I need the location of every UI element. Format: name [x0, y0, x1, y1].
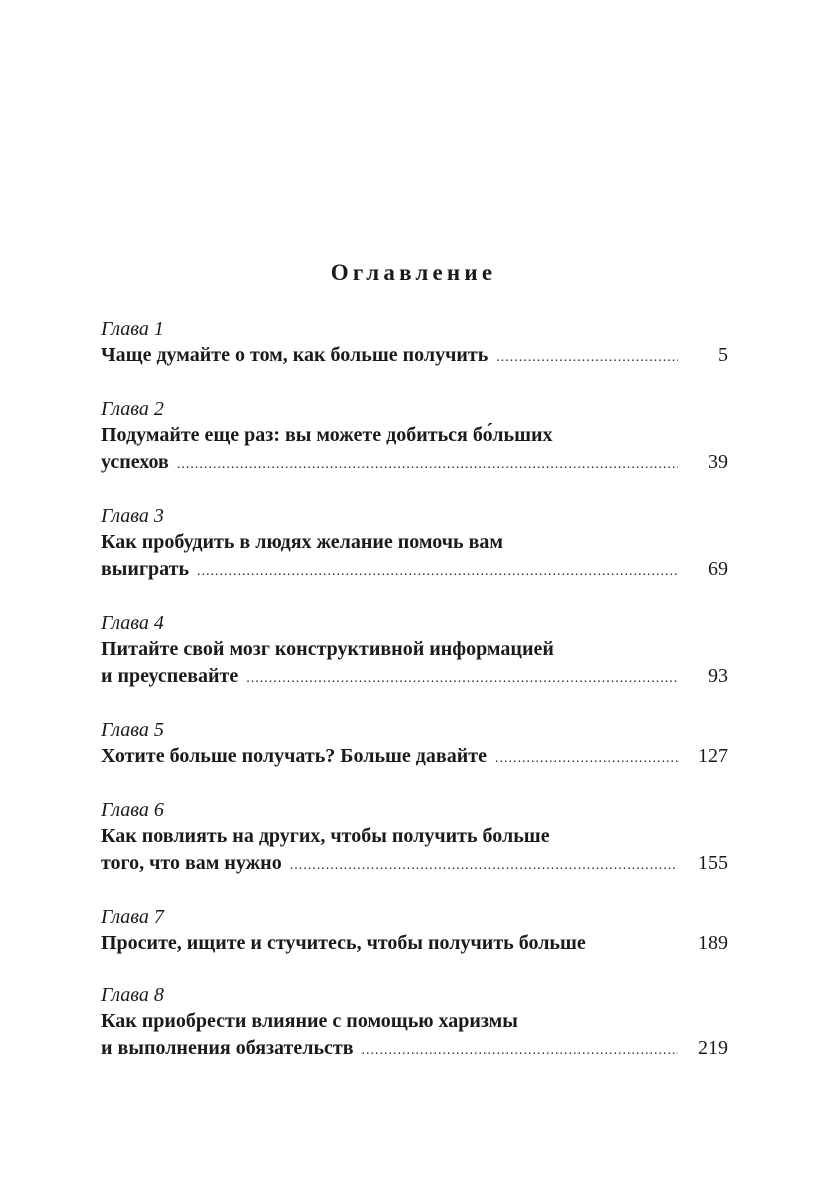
- dot-leader: [246, 665, 678, 692]
- dot-leader: [362, 1037, 678, 1064]
- page-number: 69: [708, 558, 728, 580]
- toc-entry: [101, 503, 728, 585]
- chapter-title-text: и выполнения обязательств: [101, 1037, 354, 1059]
- page-number: 219: [698, 1037, 728, 1059]
- chapter-title-last-line: [101, 930, 728, 957]
- chapter-title-text: выиграть: [101, 558, 190, 580]
- chapter-label: Глава 1: [101, 318, 164, 340]
- page-number: 127: [698, 745, 728, 767]
- chapter-label: Глава 3: [101, 505, 164, 527]
- chapter-label: Глава 2: [101, 398, 164, 420]
- chapter-title-last-line: [101, 743, 728, 772]
- chapter-title-text: и преуспевайте: [101, 665, 239, 687]
- toc-list: [101, 316, 728, 1089]
- chapter-title-last-line: [101, 663, 728, 692]
- page-number: 5: [718, 344, 728, 366]
- chapter-label: Глава 6: [101, 799, 164, 821]
- dot-leader: [290, 852, 678, 879]
- chapter-title-line: Питайте свой мозг конструктивной информацией: [101, 638, 554, 660]
- toc-entry: [101, 316, 728, 371]
- chapter-label: Глава 5: [101, 719, 164, 741]
- dot-leader: [496, 344, 678, 371]
- page-title: Оглавление: [330, 260, 497, 285]
- chapter-title-text: Чаще думайте о том, как больше получить: [101, 344, 489, 366]
- page-number: 155: [698, 852, 728, 874]
- chapter-title-last-line: [101, 342, 728, 371]
- chapter-title-line: Подумайте еще раз: вы можете добиться бо́льших: [101, 424, 553, 446]
- chapter-label: Глава 4: [101, 612, 164, 634]
- toc-entry: [101, 982, 728, 1064]
- chapter-title-text: того, что вам нужно: [101, 852, 282, 874]
- chapter-title-last-line: [101, 556, 728, 585]
- toc-entry: [101, 717, 728, 772]
- page-number: 93: [708, 665, 728, 687]
- toc-entry: [101, 904, 728, 957]
- chapter-title-text: Хотите больше получать? Больше давайте: [101, 745, 487, 767]
- chapter-title-line: Как пробудить в людях желание помочь вам: [101, 531, 504, 553]
- dot-leader: [177, 451, 678, 478]
- chapter-label: Глава 8: [101, 984, 164, 1006]
- toc-entry: [101, 797, 728, 879]
- chapter-title-last-line: [101, 1035, 728, 1064]
- dot-leader: [197, 558, 678, 585]
- toc-entry: [101, 610, 728, 692]
- chapter-title-text: Просите, ищите и стучитесь, чтобы получить больше: [101, 932, 586, 954]
- chapter-label: Глава 7: [101, 906, 164, 928]
- page-number: 189: [698, 932, 728, 954]
- chapter-title-last-line: [101, 850, 728, 879]
- chapter-title-line: Как приобрести влияние с помощью харизмы: [101, 1010, 518, 1032]
- dot-leader: [495, 745, 678, 772]
- chapter-title-last-line: [101, 449, 728, 478]
- toc-entry: [101, 396, 728, 478]
- page-number: 39: [708, 451, 728, 473]
- chapter-title-text: успехов: [101, 451, 169, 473]
- chapter-title-line: Как повлиять на других, чтобы получить больше: [101, 825, 550, 847]
